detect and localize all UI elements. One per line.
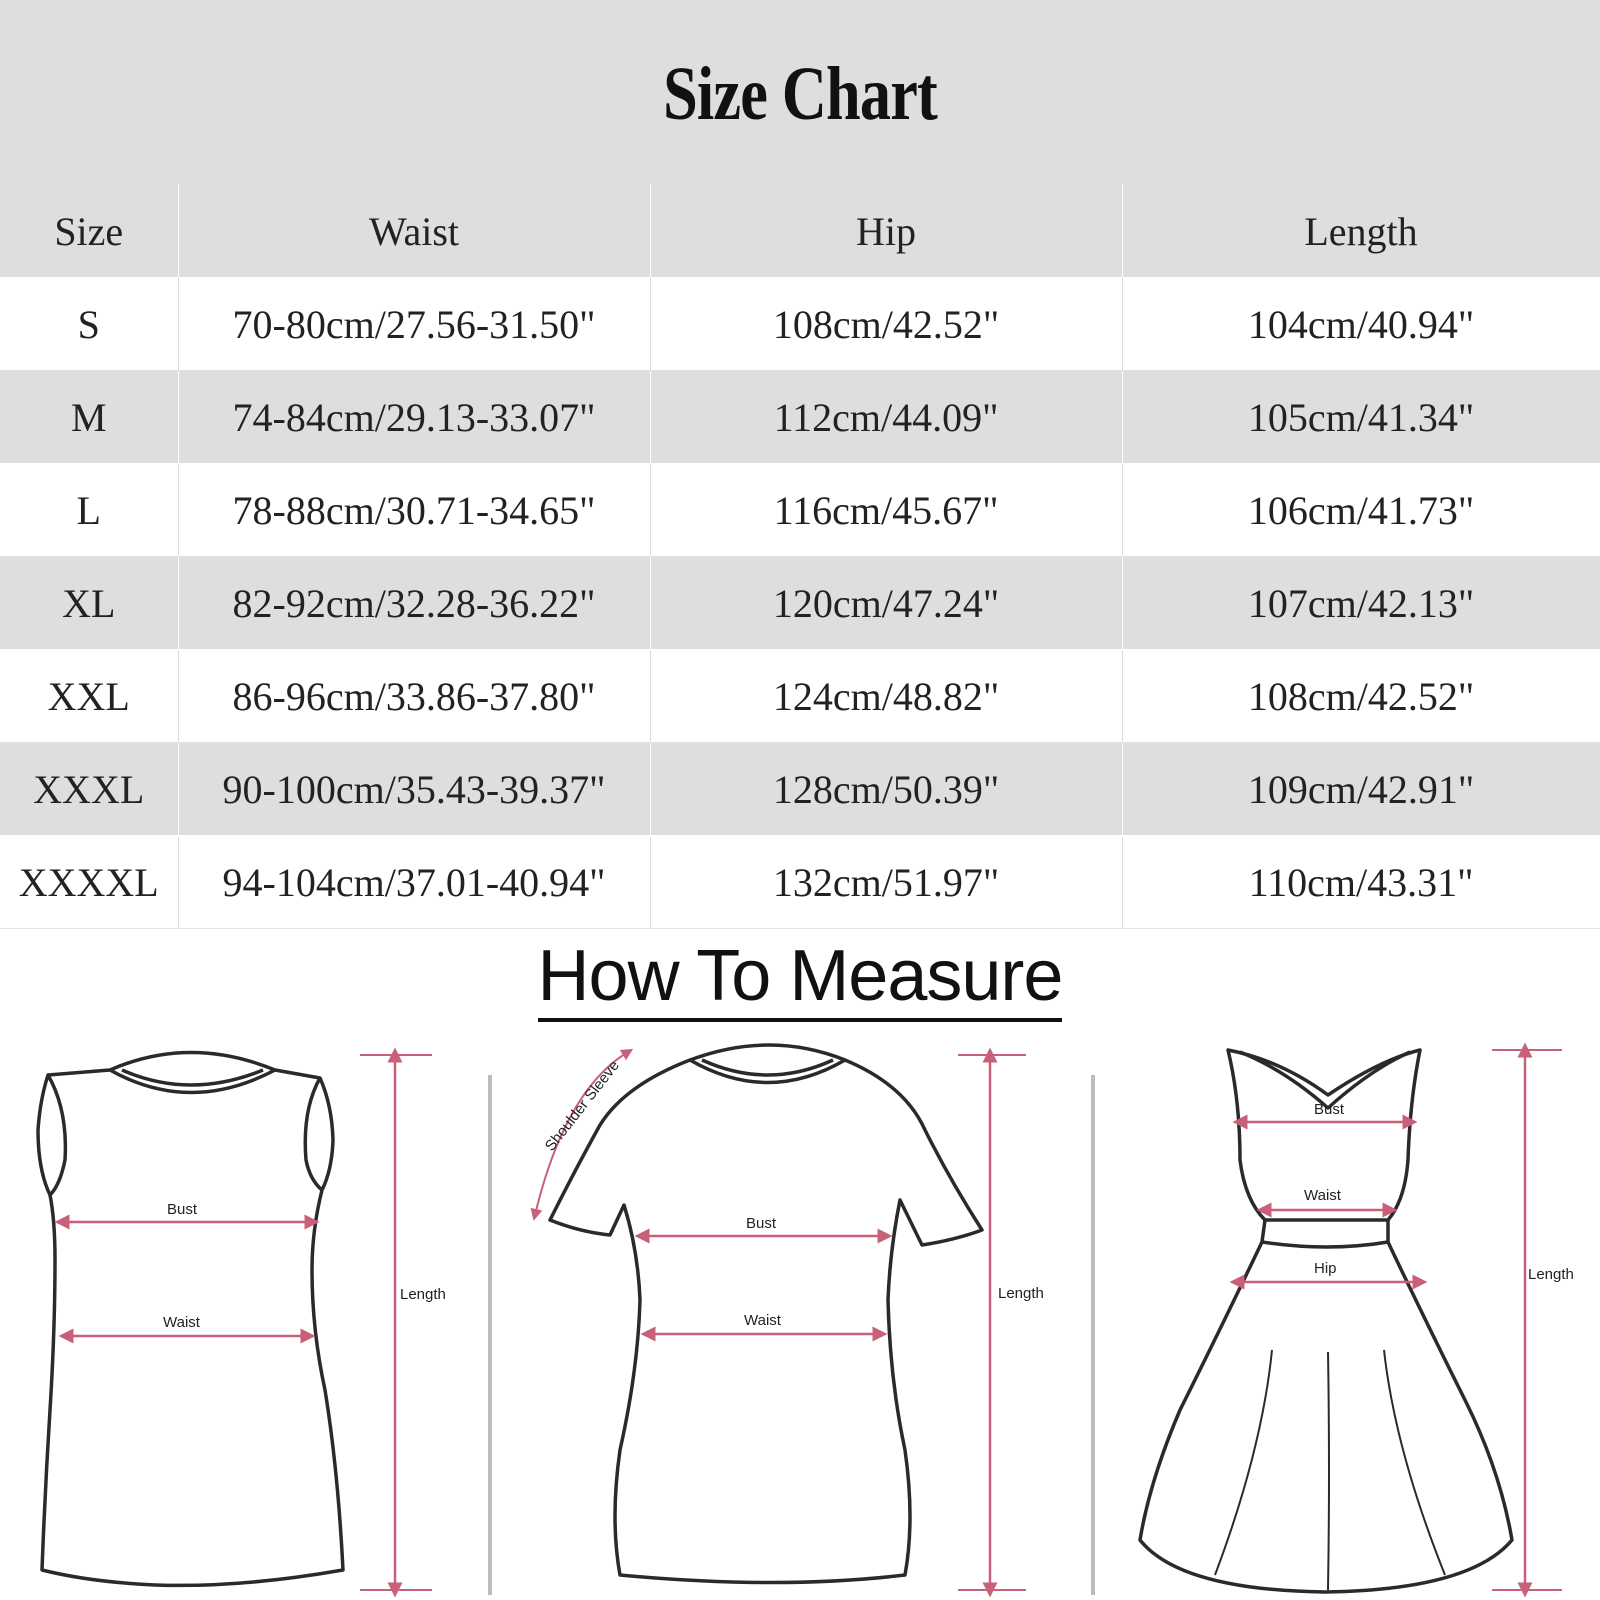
tshirt-shoulder-label: Shoulder Sleeve xyxy=(541,1057,623,1155)
length-cell: 110cm/43.31" xyxy=(1122,836,1600,929)
dress-length-label: Length xyxy=(1528,1266,1574,1283)
length-cell: 104cm/40.94" xyxy=(1122,278,1600,371)
length-cell: 105cm/41.34" xyxy=(1122,371,1600,464)
hip-cell: 120cm/47.24" xyxy=(650,557,1122,650)
length-cell: 107cm/42.13" xyxy=(1122,557,1600,650)
tshirt-waist-label: Waist xyxy=(744,1312,781,1329)
dress-bust-label: Bust xyxy=(1314,1101,1345,1118)
dress-waistband xyxy=(1262,1220,1388,1247)
hip-cell: 116cm/45.67" xyxy=(650,464,1122,557)
size-cell: L xyxy=(0,464,178,557)
hip-cell: 108cm/42.52" xyxy=(650,278,1122,371)
length-cell: 106cm/41.73" xyxy=(1122,464,1600,557)
table-row xyxy=(0,743,1600,836)
header-size: Size xyxy=(0,185,178,278)
size-table xyxy=(0,185,1600,929)
waist-cell: 70-80cm/27.56-31.50" xyxy=(178,278,650,371)
table-row xyxy=(0,371,1600,464)
tank-bust-label: Bust xyxy=(167,1201,198,1218)
dress-hip-label: Hip xyxy=(1314,1260,1337,1277)
waist-cell: 94-104cm/37.01-40.94" xyxy=(178,836,650,929)
tshirt-length-label: Length xyxy=(998,1285,1044,1302)
table-row xyxy=(0,278,1600,371)
size-cell: XXXXL xyxy=(0,836,178,929)
dress-diagram xyxy=(1140,1050,1512,1592)
waist-cell: 74-84cm/29.13-33.07" xyxy=(178,371,650,464)
hip-cell: 128cm/50.39" xyxy=(650,743,1122,836)
table-row xyxy=(0,464,1600,557)
table-header-row xyxy=(0,185,1600,278)
dress-skirt xyxy=(1140,1242,1512,1592)
header-waist: Waist xyxy=(178,185,650,278)
size-cell: M xyxy=(0,371,178,464)
how-to-measure-title: How To Measure xyxy=(538,936,1063,1022)
tank-length-label: Length xyxy=(400,1286,446,1303)
hip-cell: 124cm/48.82" xyxy=(650,650,1122,743)
how-to-measure-heading xyxy=(0,935,1600,1017)
size-cell: XXL xyxy=(0,650,178,743)
header-length: Length xyxy=(1122,185,1600,278)
hip-cell: 132cm/51.97" xyxy=(650,836,1122,929)
waist-cell: 90-100cm/35.43-39.37" xyxy=(178,743,650,836)
size-cell: XL xyxy=(0,557,178,650)
tank-waist-label: Waist xyxy=(163,1314,200,1331)
title-band xyxy=(0,0,1600,185)
length-cell: 108cm/42.52" xyxy=(1122,650,1600,743)
header-hip: Hip xyxy=(650,185,1122,278)
table-row xyxy=(0,836,1600,929)
hip-cell: 112cm/44.09" xyxy=(650,371,1122,464)
table-row xyxy=(0,557,1600,650)
size-cell: S xyxy=(0,278,178,371)
waist-cell: 86-96cm/33.86-37.80" xyxy=(178,650,650,743)
waist-cell: 78-88cm/30.71-34.65" xyxy=(178,464,650,557)
size-cell: XXXL xyxy=(0,743,178,836)
dress-waist-label: Waist xyxy=(1304,1187,1341,1204)
measurement-diagrams xyxy=(0,1030,1600,1600)
length-cell: 109cm/42.91" xyxy=(1122,743,1600,836)
tshirt-bust-label: Bust xyxy=(746,1215,777,1232)
table-row xyxy=(0,650,1600,743)
waist-cell: 82-92cm/32.28-36.22" xyxy=(178,557,650,650)
page-title: Size Chart xyxy=(663,52,937,136)
